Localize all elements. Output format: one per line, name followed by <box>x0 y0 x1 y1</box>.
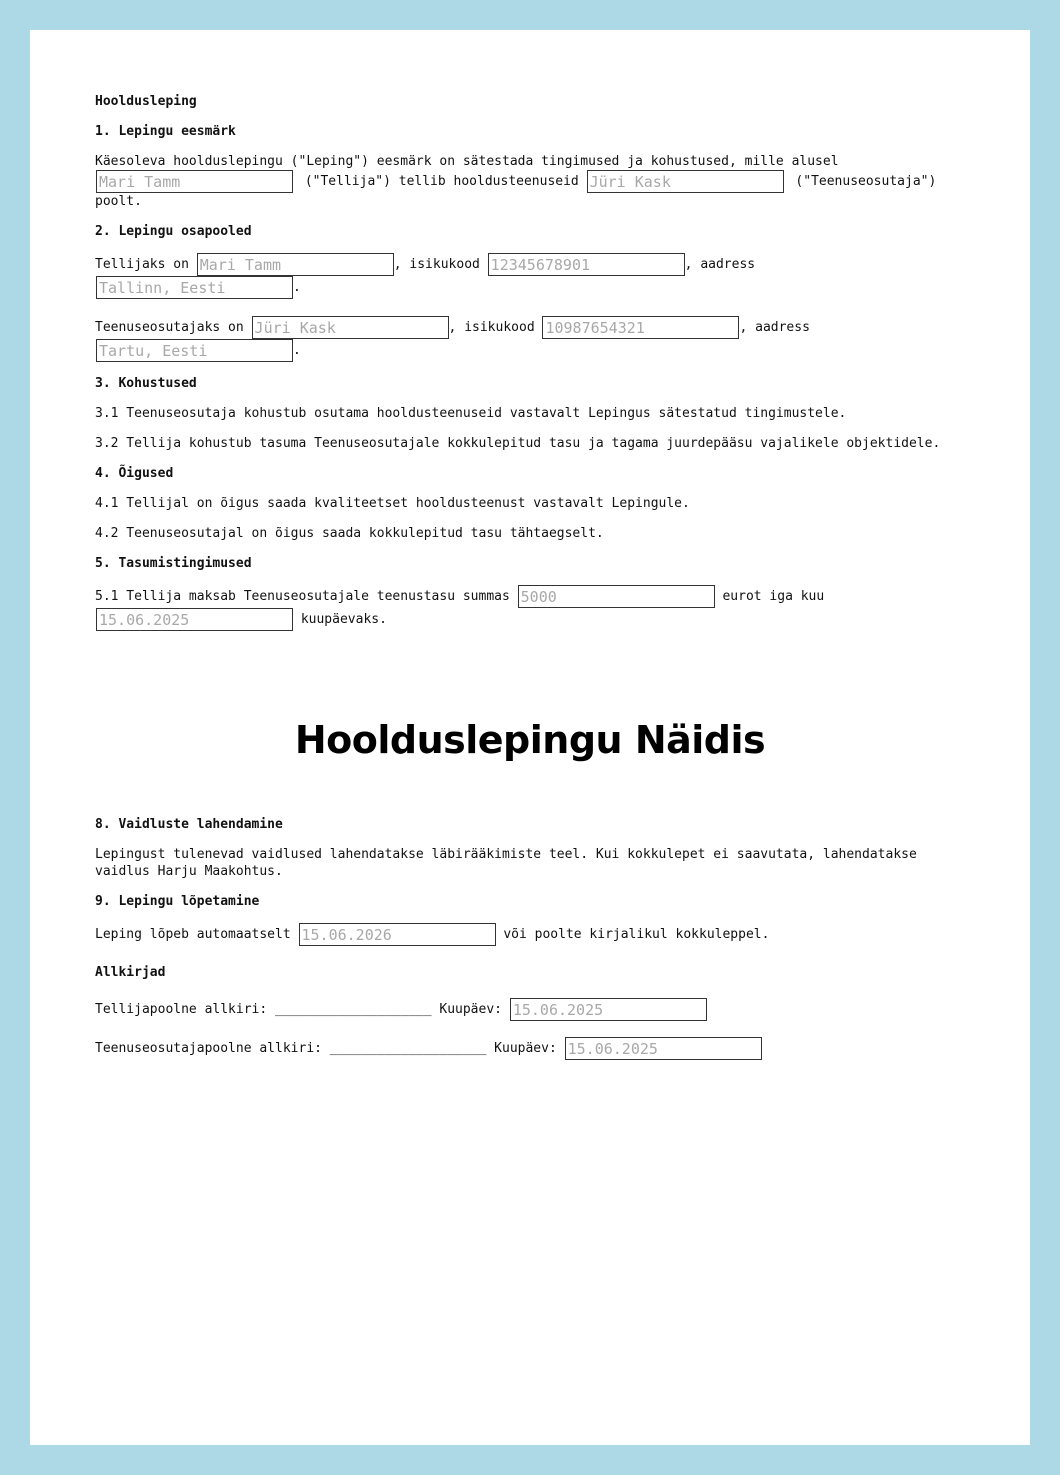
section-4-heading: 4. Õigused <box>95 466 174 481</box>
provider-id-input[interactable] <box>542 316 739 339</box>
termination-row <box>95 923 965 946</box>
provider-id-label: , isikukood <box>448 320 543 335</box>
section-1-text-part3: ("Teenuseosutaja") <box>787 174 937 189</box>
termination-text-part1: Leping lõpeb automaatselt <box>95 927 299 942</box>
payment-text-part3: kuupäevaks. <box>293 612 387 627</box>
section-8-heading: 8. Vaidluste lahendamine <box>95 817 283 832</box>
title-banner <box>30 662 1030 812</box>
section-9-heading: 9. Lepingu lõpetamine <box>95 894 260 909</box>
payment-text-part2: eurot iga kuu <box>714 589 825 604</box>
section-4-paragraph-2: 4.2 Teenuseosutajal on õigus saada kokkulepitud tasu tähtaegselt. <box>95 526 604 541</box>
provider-party-label: Teenuseosutajaks on <box>95 320 252 335</box>
provider-address-label: , aadress <box>739 320 810 335</box>
payment-amount-input[interactable] <box>518 585 715 608</box>
section-5-heading: 5. Tasumistingimused <box>95 556 252 571</box>
section-1-heading: 1. Lepingu eesmärk <box>95 124 236 139</box>
section-3-paragraph-2: 3.2 Tellija kohustub tasuma Teenuseosutajale kokkulepitud tasu ja tagama juurdepääsu vajalikele objektidele. <box>95 436 941 451</box>
client-party-label: Tellijaks on <box>95 257 197 272</box>
provider-party-name-input[interactable] <box>252 316 449 339</box>
client-address-label: , aadress <box>684 257 756 272</box>
provider-signature-row <box>95 1037 965 1060</box>
client-address-input[interactable] <box>96 276 293 299</box>
section-1-text-part2: ("Tellija") tellib hooldusteenuseid <box>297 174 587 189</box>
client-party-name-input[interactable] <box>197 253 394 276</box>
client-id-input[interactable] <box>488 253 685 276</box>
client-id-label: , isikukood <box>393 257 488 272</box>
section-8-paragraph: Lepingust tulenevad vaidlused lahendatakse läbirääkimiste teel. Kui kokkulepet ei saavutata, lahendatakse vaidlus Harju Maakohtus. <box>95 847 917 879</box>
section-1-text-part4: poolt. <box>95 194 142 209</box>
client-address-period: . <box>293 280 301 295</box>
end-date-input[interactable] <box>299 923 496 946</box>
section-3-heading: 3. Kohustused <box>95 376 197 391</box>
signatures-heading: Allkirjad <box>95 965 166 980</box>
client-name-input[interactable] <box>96 170 293 193</box>
provider-name-input[interactable] <box>587 170 784 193</box>
payment-row <box>95 585 965 631</box>
section-4-paragraph-1: 4.1 Tellijal on õigus saada kvaliteetset hooldusteenust vastavalt Lepingule. <box>95 496 690 511</box>
payment-text-part1: 5.1 Tellija maksab Teenuseosutajale teenustasu summas <box>95 589 518 604</box>
client-signature-row <box>95 998 965 1021</box>
contract-bottom-section <box>95 816 965 1073</box>
provider-address-period: . <box>293 343 301 358</box>
section-2-heading: 2. Lepingu osapooled <box>95 224 252 239</box>
section-1-text-part1: Käesoleva hoolduslepingu ("Leping") eesmärk on sätestada tingimused ja kohustused, mille alusel <box>95 154 839 169</box>
document-title: Hooldusleping <box>95 94 197 109</box>
section-3-paragraph-1: 3.1 Teenuseosutaja kohustub osutama hooldusteenuseid vastavalt Lepingus sätestatud tingimustele. <box>95 406 847 421</box>
client-signature-date-input[interactable] <box>510 998 707 1021</box>
client-signature-label: Tellijapoolne allkiri: ____________________ Kuupäev: <box>95 1002 510 1017</box>
provider-address-input[interactable] <box>96 339 293 362</box>
provider-signature-label: Teenuseosutajapoolne allkiri: ____________________ Kuupäev: <box>95 1041 565 1056</box>
provider-signature-date-input[interactable] <box>565 1037 762 1060</box>
payment-date-input[interactable] <box>96 608 293 631</box>
provider-party-row <box>95 316 965 362</box>
banner-title: Hoolduslepingu Näidis <box>294 718 766 762</box>
section-1-text <box>95 153 965 210</box>
contract-top-section <box>95 93 965 644</box>
termination-text-part2: või poolte kirjalikul kokkuleppel. <box>495 927 770 942</box>
client-party-row <box>95 253 965 299</box>
